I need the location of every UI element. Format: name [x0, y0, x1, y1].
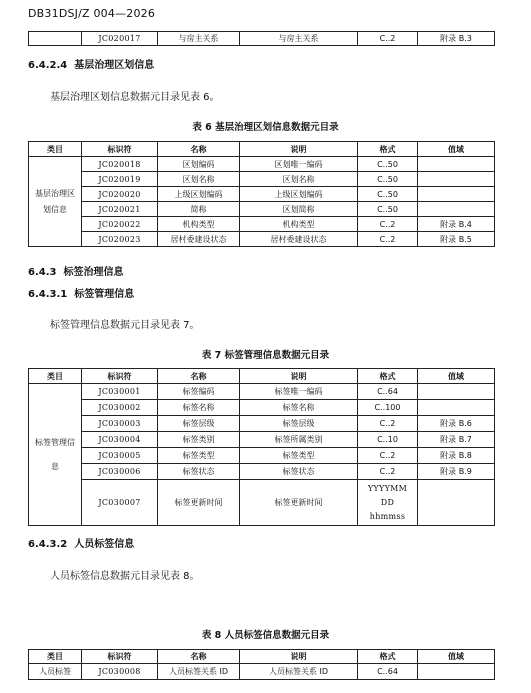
table-6	[28, 141, 495, 247]
table-cell	[418, 664, 495, 680]
table-cell: 附录 B.4	[418, 217, 495, 232]
paragraph-table-8-ref: 人员标签信息数据元目录见表 8。	[50, 571, 200, 582]
column-header: 类目	[29, 650, 82, 664]
table-cell: 上级区划编码	[240, 187, 358, 202]
table-cell: 标签所属类别	[240, 432, 358, 448]
table-cell: C..2	[358, 464, 418, 480]
table-row	[29, 232, 495, 247]
table-cell: JC030008	[82, 664, 158, 680]
table-row	[29, 172, 495, 187]
table-8-caption: 表 8 人员标签信息数据元目录	[201, 630, 330, 641]
table-cell: JC030002	[82, 400, 158, 416]
column-header: 类目	[29, 369, 82, 384]
table-row	[29, 157, 495, 172]
column-header: 名称	[158, 142, 240, 157]
table-cell: 机构类型	[240, 217, 358, 232]
column-header: 标识符	[82, 142, 158, 157]
table-row	[29, 202, 495, 217]
table-cell: 标签类型	[158, 448, 240, 464]
table-cell: 区划名称	[240, 172, 358, 187]
table-row	[29, 32, 495, 46]
table-cell: 标签类型	[240, 448, 358, 464]
paragraph-table-6-ref: 基层治理区划信息数据元目录见表 6。	[50, 92, 220, 103]
column-header: 值域	[418, 650, 495, 664]
top-continuation-table	[28, 31, 495, 46]
table-cell	[418, 400, 495, 416]
table-cell: JC030003	[82, 416, 158, 432]
table-cell	[418, 172, 495, 187]
column-header: 值域	[418, 369, 495, 384]
table-cell	[418, 480, 495, 526]
paragraph-table-7-ref: 标签管理信息数据元目录见表 7。	[50, 320, 200, 331]
table-cell	[29, 32, 82, 46]
table-row	[29, 480, 495, 526]
table-cell: 上级区划编码	[158, 187, 240, 202]
table-row	[29, 448, 495, 464]
table-cell	[418, 187, 495, 202]
column-header: 说明	[240, 650, 358, 664]
table-cell: 标签状态	[158, 464, 240, 480]
document-header-id: DB31DSJ/Z 004—2026	[28, 7, 156, 20]
table-cell: JC030004	[82, 432, 158, 448]
table-cell: JC020017	[82, 32, 158, 46]
table-row	[29, 384, 495, 400]
table-cell: C..50	[358, 187, 418, 202]
table-cell: 居村委建设状态	[158, 232, 240, 247]
table-cell	[418, 202, 495, 217]
table-cell: JC030007	[82, 480, 158, 526]
section-heading-6-4-3-2	[28, 535, 134, 550]
section-title: 人员标签信息	[74, 539, 135, 550]
section-heading-6-4-3	[28, 263, 123, 278]
table-header-row	[29, 369, 495, 384]
table-cell: C..2	[358, 448, 418, 464]
table-cell: C..10	[358, 432, 418, 448]
table-header-row	[29, 650, 495, 664]
table-6-caption: 表 6 基层治理区划信息数据元目录	[192, 122, 339, 133]
table-cell: JC020020	[82, 187, 158, 202]
table-row	[29, 187, 495, 202]
table-cell: C..2	[358, 32, 418, 46]
table-cell: JC030005	[82, 448, 158, 464]
table-cell: 标签类别	[158, 432, 240, 448]
table-cell: 区划编码	[158, 157, 240, 172]
table-cell: 居村委建设状态	[240, 232, 358, 247]
table-cell: JC020018	[82, 157, 158, 172]
section-number: 6.4.3	[28, 267, 57, 278]
column-header: 名称	[158, 650, 240, 664]
table-cell: 机构类型	[158, 217, 240, 232]
table-cell	[418, 384, 495, 400]
table-row	[29, 664, 495, 680]
table-cell: C..2	[358, 416, 418, 432]
table-cell: C..2	[358, 232, 418, 247]
table-cell: C..64	[358, 384, 418, 400]
table-cell: 区划唯一编码	[240, 157, 358, 172]
section-number: 6.4.2.4	[28, 60, 68, 71]
table-cell: 附录 B.6	[418, 416, 495, 432]
table-cell: 标签名称	[158, 400, 240, 416]
table-cell: 简称	[158, 202, 240, 217]
table-cell: JC020021	[82, 202, 158, 217]
table-cell: JC030006	[82, 464, 158, 480]
column-header: 说明	[240, 142, 358, 157]
column-header: 类目	[29, 142, 82, 157]
column-header: 格式	[358, 142, 418, 157]
table-cell: 附录 B.5	[418, 232, 495, 247]
table-cell: C..50	[358, 202, 418, 217]
table-cell: 标签唯一编码	[240, 384, 358, 400]
table-cell: 标签层级	[158, 416, 240, 432]
table-row	[29, 432, 495, 448]
category-cell: 标签管理信息	[29, 384, 82, 526]
column-header: 值域	[418, 142, 495, 157]
table-cell: JC020019	[82, 172, 158, 187]
table-cell: 人员标签关系 ID	[158, 664, 240, 680]
table-cell: 区划简称	[240, 202, 358, 217]
table-cell: 附录 B.9	[418, 464, 495, 480]
table-cell: 标签名称	[240, 400, 358, 416]
table-8	[28, 649, 495, 680]
category-cell: 基层治理区划信息	[29, 157, 82, 247]
column-header: 标识符	[82, 650, 158, 664]
table-cell: C..2	[358, 217, 418, 232]
section-title: 基层治理区划信息	[74, 60, 155, 71]
table-cell: 标签更新时间	[158, 480, 240, 526]
table-7-caption: 表 7 标签管理信息数据元目录	[201, 350, 330, 361]
category-cell: 人员标签	[29, 664, 82, 680]
table-row	[29, 416, 495, 432]
table-cell: 标签更新时间	[240, 480, 358, 526]
table-cell: 标签编码	[158, 384, 240, 400]
column-header: 格式	[358, 369, 418, 384]
section-number: 6.4.3.1	[28, 289, 68, 300]
table-cell: 人员标签关系 ID	[240, 664, 358, 680]
table-cell: 附录 B.7	[418, 432, 495, 448]
column-header: 名称	[158, 369, 240, 384]
section-title: 标签治理信息	[63, 267, 124, 278]
section-number: 6.4.3.2	[28, 539, 68, 550]
table-cell: C..64	[358, 664, 418, 680]
section-heading-6-4-2-4	[28, 56, 154, 71]
table-cell: JC020023	[82, 232, 158, 247]
table-cell: 区划名称	[158, 172, 240, 187]
table-row	[29, 400, 495, 416]
table-7	[28, 368, 495, 526]
column-header: 格式	[358, 650, 418, 664]
section-heading-6-4-3-1	[28, 285, 134, 300]
table-cell: 标签层级	[240, 416, 358, 432]
section-title: 标签管理信息	[74, 289, 135, 300]
table-cell: 附录 B.8	[418, 448, 495, 464]
table-cell: 附录 B.3	[418, 32, 495, 46]
table-cell	[418, 157, 495, 172]
table-cell: JC030001	[82, 384, 158, 400]
table-row	[29, 464, 495, 480]
table-cell: YYYYMM DD hhmmss	[358, 480, 418, 526]
table-row	[29, 217, 495, 232]
column-header: 标识符	[82, 369, 158, 384]
column-header: 说明	[240, 369, 358, 384]
table-cell: C..100	[358, 400, 418, 416]
table-cell: 与房主关系	[240, 32, 358, 46]
table-cell: 与房主关系	[158, 32, 240, 46]
table-header-row	[29, 142, 495, 157]
table-cell: C..50	[358, 172, 418, 187]
table-cell: 标签状态	[240, 464, 358, 480]
table-cell: JC020022	[82, 217, 158, 232]
table-cell: C..50	[358, 157, 418, 172]
